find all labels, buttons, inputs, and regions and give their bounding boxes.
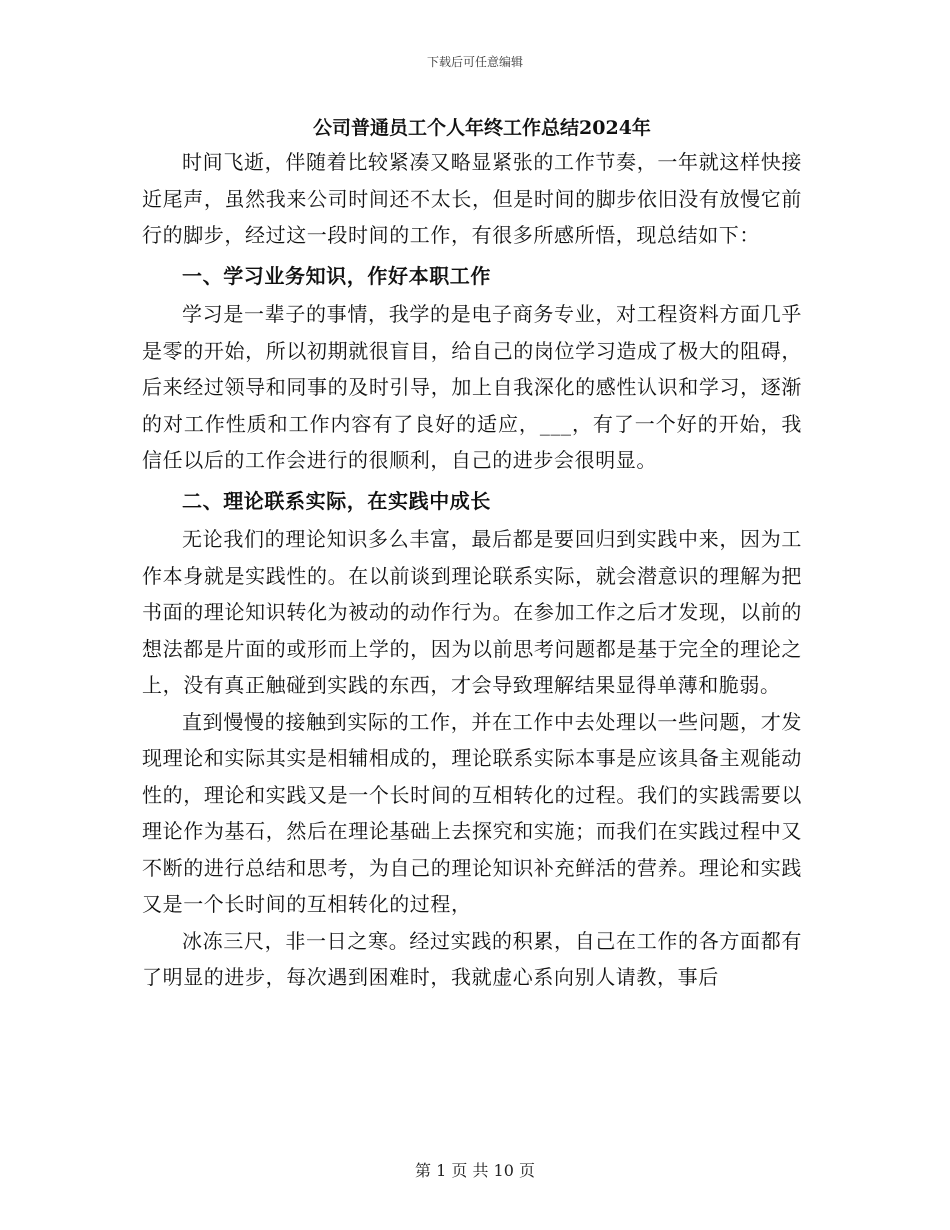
page-header-note: 下载后可任意编辑: [426, 55, 523, 69]
document-body: [142, 112, 802, 996]
section-1-heading: 一、学习业务知识，作好本职工作: [182, 263, 491, 288]
section-2-paragraph-2: 直到慢慢的接触到实际的工作，并在工作中去处理以一些问题，才发现理论和实际其实是相辅相成的，理论联系实际本事是应该具备主观能动性的，理论和实践又是一个长时间的互相转化的过程。我们的实践需要以理论作为基石，然后在理论基础上去探究和实施；而我们在实践过程中又不断的进行总结和思考，为自己的理论知识补充鲜活的营养。理论和实践又是一个长时间的互相转化的过程，: [142, 709, 802, 916]
document-title: 公司普通员工个人年终工作总结2024年: [313, 117, 651, 139]
section-2-paragraph-3: 冰冻三尺，非一日之寒。经过实践的积累，自己在工作的各方面都有了明显的进步，每次遇到困难时，我就虚心系向别人请教，事后: [142, 928, 802, 989]
section-1-paragraph: 学习是一辈子的事情，我学的是电子商务专业，对工程资料方面几乎是零的开始，所以初期就很盲目，给自己的岗位学习造成了极大的阻碍，后来经过领导和同事的及时引导，加上自我深化的感性认识和学习，逐渐的对工作性质和工作内容有了良好的适应，___，有了一个好的开始，我信任以后的工作会进行的很顺利，自己的进步会很明显。: [142, 302, 802, 472]
section-2-paragraph-1: 无论我们的理论知识多么丰富，最后都是要回归到实践中来，因为工作本身就是实践性的。在以前谈到理论联系实际，就会潜意识的理解为把书面的理论知识转化为被动的动作行为。在参加工作之后才发现，以前的想法都是片面的或形而上学的，因为以前思考问题都是基于完全的理论之上，没有真正触碰到实践的东西，才会导致理解结果显得单薄和脆弱。: [142, 527, 802, 697]
page-footer-number: 第 1 页 共 10 页: [415, 1161, 535, 1180]
intro-paragraph: 时间飞逝，伴随着比较紧凑又略显紧张的工作节奏，一年就这样快接近尾声，虽然我来公司时间还不太长，但是时间的脚步依旧没有放慢它前行的脚步，经过这一段时间的工作，有很多所感所悟，现总结如下：: [142, 150, 802, 247]
section-2-heading: 二、理论联系实际，在实践中成长: [182, 488, 491, 513]
